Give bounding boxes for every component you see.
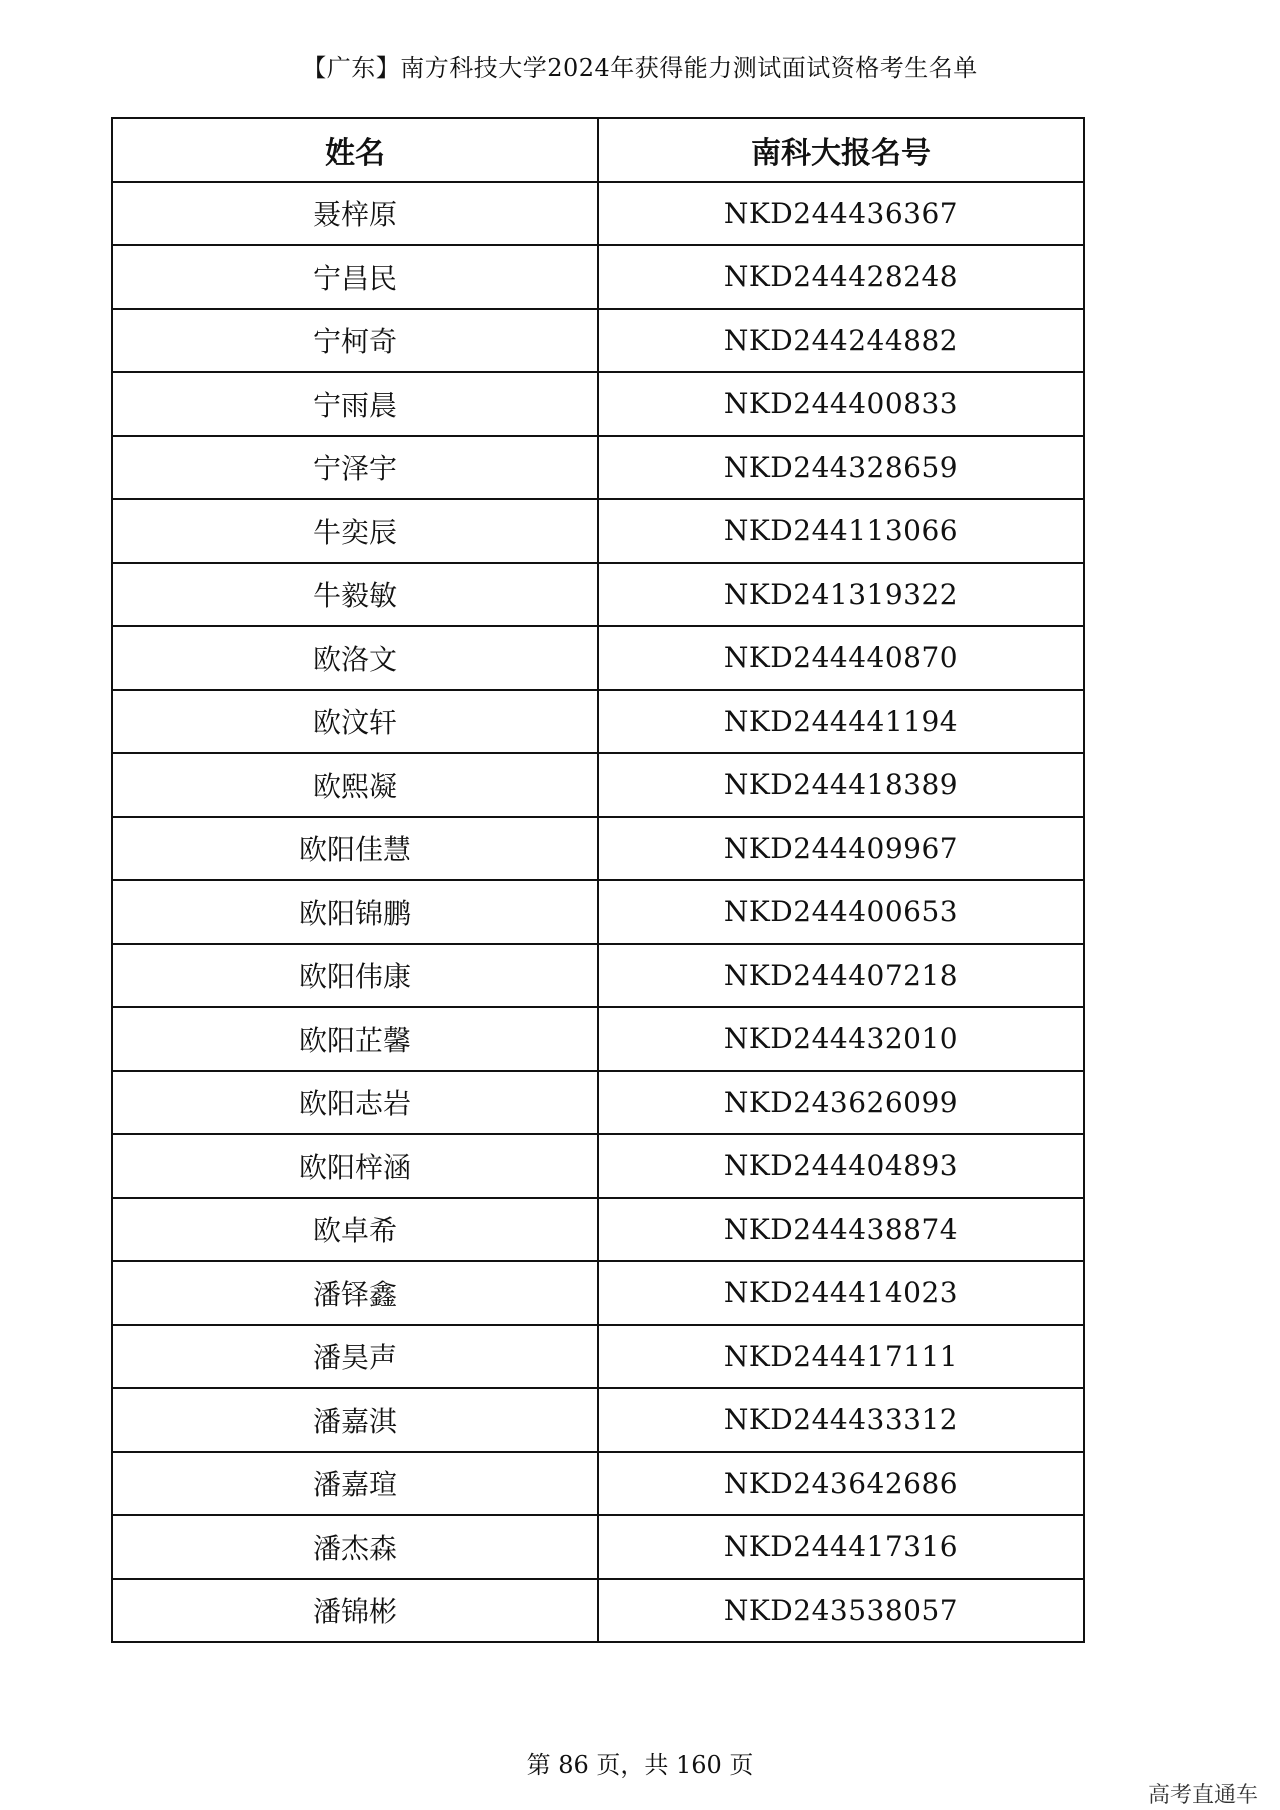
table-body — [112, 182, 1084, 1643]
table-row — [112, 499, 1084, 563]
candidate-name-cell: 牛毅敏 — [112, 563, 598, 627]
registration-number-cell: NKD243538057 — [598, 1579, 1084, 1643]
registration-number-cell: NKD244440870 — [598, 626, 1084, 690]
registration-number-cell: NKD243642686 — [598, 1452, 1084, 1516]
table-row — [112, 1007, 1084, 1071]
registration-number-cell: NKD244438874 — [598, 1198, 1084, 1262]
registration-number-cell: NKD244400833 — [598, 372, 1084, 436]
registration-number-cell: NKD244409967 — [598, 817, 1084, 881]
candidate-name-cell: 潘嘉瑄 — [112, 1452, 598, 1516]
table-row — [112, 1388, 1084, 1452]
candidate-name-cell: 欧熙凝 — [112, 753, 598, 817]
candidate-name-cell: 欧汶轩 — [112, 690, 598, 754]
candidate-name-cell: 欧阳佳慧 — [112, 817, 598, 881]
candidate-name-cell: 牛奕辰 — [112, 499, 598, 563]
registration-number-cell: NKD244407218 — [598, 944, 1084, 1008]
candidate-name-cell: 宁泽宇 — [112, 436, 598, 500]
registration-number-cell: NKD244418389 — [598, 753, 1084, 817]
registration-number-cell: NKD244113066 — [598, 499, 1084, 563]
registration-number-cell: NKD244433312 — [598, 1388, 1084, 1452]
watermark-logo: 高考直通车 — [1147, 1783, 1258, 1808]
candidate-name-cell: 宁柯奇 — [112, 309, 598, 373]
table-row — [112, 182, 1084, 246]
registration-number-cell: NKD244328659 — [598, 436, 1084, 500]
table-row — [112, 1452, 1084, 1516]
table-row — [112, 1515, 1084, 1579]
candidate-name-cell: 欧阳伟康 — [112, 944, 598, 1008]
candidate-name-cell: 宁昌民 — [112, 245, 598, 309]
candidate-name-cell: 潘昊声 — [112, 1325, 598, 1389]
column-header-registration: 南科大报名号 — [598, 118, 1084, 182]
registration-number-cell: NKD244432010 — [598, 1007, 1084, 1071]
table-row — [112, 626, 1084, 690]
table-row — [112, 1579, 1084, 1643]
table-row — [112, 817, 1084, 881]
page-number: 第 86 页，共 160 页 — [526, 1751, 754, 1779]
registration-number-cell: NKD244428248 — [598, 245, 1084, 309]
table-row — [112, 944, 1084, 1008]
registration-number-cell: NKD244414023 — [598, 1261, 1084, 1325]
registration-number-cell: NKD244244882 — [598, 309, 1084, 373]
candidate-name-cell: 欧卓希 — [112, 1198, 598, 1262]
candidate-name-cell: 欧阳志岩 — [112, 1071, 598, 1135]
table-row — [112, 563, 1084, 627]
candidate-name-cell: 潘锦彬 — [112, 1579, 598, 1643]
table-row — [112, 309, 1084, 373]
table-header — [112, 118, 1084, 182]
registration-number-cell: NKD244441194 — [598, 690, 1084, 754]
table-row — [112, 1325, 1084, 1389]
table-row — [112, 753, 1084, 817]
table-row — [112, 245, 1084, 309]
table-row — [112, 372, 1084, 436]
candidate-name-cell: 欧阳锦鹏 — [112, 880, 598, 944]
table-row — [112, 1134, 1084, 1198]
table-row — [112, 1071, 1084, 1135]
table-row — [112, 1198, 1084, 1262]
registration-number-cell: NKD241319322 — [598, 563, 1084, 627]
registration-number-cell: NKD244404893 — [598, 1134, 1084, 1198]
header-row — [112, 118, 1084, 182]
candidate-name-cell: 潘嘉淇 — [112, 1388, 598, 1452]
registration-number-cell: NKD244417316 — [598, 1515, 1084, 1579]
table-row — [112, 1261, 1084, 1325]
registration-number-cell: NKD244400653 — [598, 880, 1084, 944]
candidate-name-cell: 欧阳芷馨 — [112, 1007, 598, 1071]
table-row — [112, 690, 1084, 754]
candidate-name-cell: 潘铎鑫 — [112, 1261, 598, 1325]
table-row — [112, 436, 1084, 500]
column-header-name: 姓名 — [112, 118, 598, 182]
registration-number-cell: NKD244436367 — [598, 182, 1084, 246]
candidate-name-cell: 宁雨晨 — [112, 372, 598, 436]
registration-number-cell: NKD244417111 — [598, 1325, 1084, 1389]
candidate-name-cell: 欧洛文 — [112, 626, 598, 690]
candidate-name-cell: 欧阳梓涵 — [112, 1134, 598, 1198]
candidate-name-cell: 潘杰森 — [112, 1515, 598, 1579]
candidate-table — [111, 117, 1085, 1643]
document-title: 【广东】南方科技大学2024年获得能力测试面试资格考生名单 — [302, 54, 978, 82]
candidate-name-cell: 聂梓原 — [112, 182, 598, 246]
table-row — [112, 880, 1084, 944]
registration-number-cell: NKD243626099 — [598, 1071, 1084, 1135]
